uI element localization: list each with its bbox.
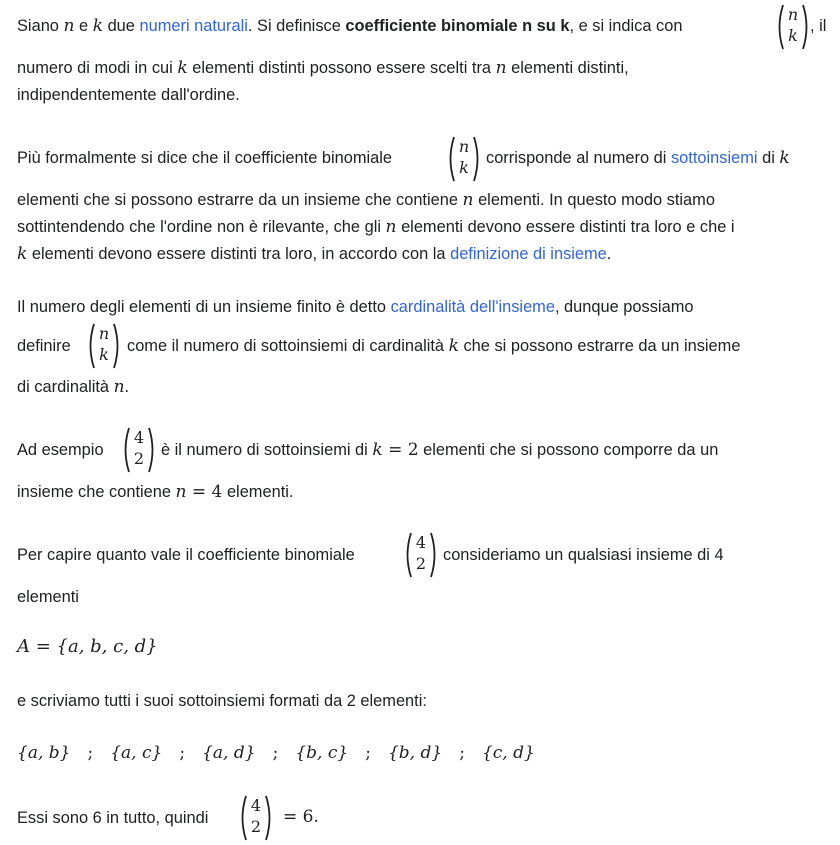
p1-line-3: indipendentemente dall'ordine. — [17, 86, 240, 104]
text: di — [762, 149, 775, 167]
text: elementi che si possono estrarre da un insieme che contiene — [17, 191, 458, 209]
text: Il numero degli elementi di un insieme finito è detto — [17, 298, 386, 316]
separator: ; — [365, 743, 371, 763]
text: di cardinalità — [17, 378, 110, 396]
math-eq: = 4 — [186, 482, 223, 502]
p4-line-1b — [161, 439, 718, 461]
binom-bottom: k — [788, 26, 798, 45]
text: elementi distinti, — [511, 59, 629, 77]
math-k: k — [779, 148, 790, 168]
binom-bottom: 2 — [415, 554, 427, 573]
binom-bottom: 2 — [250, 817, 262, 836]
text: . — [606, 245, 612, 263]
subset: {a, d} — [202, 743, 256, 763]
text: corrisponde al numero di — [486, 149, 667, 167]
p4-line-2 — [17, 481, 293, 503]
text: sottintendendo che l'ordine non è rilevante, che gli — [17, 218, 381, 236]
text: . Si definisce — [247, 17, 341, 35]
subset: {a, b} — [17, 743, 71, 763]
subset: {b, d} — [387, 743, 443, 763]
math-k: k — [17, 244, 28, 264]
link-numeri-naturali[interactable]: numeri naturali — [139, 17, 248, 35]
math-n: n — [63, 16, 75, 36]
p5-line-1b: consideriamo un qualsiasi insieme di 4 — [443, 546, 724, 564]
math-k: k — [448, 336, 459, 356]
math-eq: = 2 — [382, 440, 419, 460]
p2-line-4 — [17, 243, 611, 265]
p1-line-1 — [17, 15, 682, 37]
text: , e si indica con — [569, 17, 683, 35]
binom-bottom: 2 — [133, 449, 145, 468]
p1-line-2 — [17, 57, 629, 79]
text: elementi devono essere distinti tra loro, in accordo con la — [31, 245, 446, 263]
text: che si possono estrarre da un insieme — [463, 337, 741, 355]
p3-line-3 — [17, 376, 129, 398]
p3-line-2a: definire — [17, 337, 71, 355]
text: . — [124, 378, 130, 396]
text: e — [79, 17, 89, 35]
subsets-list — [17, 741, 535, 764]
p5-line-1a: Per capire quanto vale il coefficiente binomiale — [17, 546, 355, 564]
math-eq: = 6. — [283, 807, 319, 827]
math-k: k — [92, 16, 103, 36]
text: numero di modi in cui — [17, 59, 173, 77]
separator: ; — [179, 743, 186, 763]
text: , dunque possiamo — [554, 298, 694, 316]
text: due — [107, 17, 135, 35]
p2-line-2 — [17, 189, 715, 211]
p3-line-2b — [127, 335, 740, 357]
separator: ; — [87, 743, 94, 763]
binomial-4-2 — [121, 425, 157, 475]
text: Più formalmente si dice che il coefficiente binomiale — [17, 149, 393, 167]
text: insieme che contiene — [17, 483, 171, 501]
binom-top: 4 — [133, 428, 145, 447]
math-k: k — [372, 440, 383, 460]
math-k: k — [177, 58, 188, 78]
binomial-4-2 — [403, 530, 439, 580]
separator: ; — [459, 743, 465, 763]
binom-top: n — [458, 137, 470, 156]
binomial-n-k — [775, 2, 811, 52]
math-n: n — [385, 217, 397, 237]
text: è il numero di sottoinsiemi di — [161, 441, 368, 459]
text: Siano — [17, 17, 59, 35]
p2-line-1b — [486, 147, 790, 169]
binom-top: 4 — [250, 796, 262, 815]
separator: ; — [272, 743, 279, 763]
subset: {a, c} — [110, 743, 163, 763]
formula-set-A: A = {a, b, c, d} — [17, 636, 158, 657]
math-n: n — [495, 58, 507, 78]
p7-line-a: Essi sono 6 in tutto, quindi — [17, 809, 209, 827]
binomial-n-k — [446, 134, 482, 184]
link-cardinalita[interactable]: cardinalità dell'insieme — [390, 298, 555, 316]
p6-line: e scriviamo tutti i suoi sottoinsiemi formati da 2 elementi: — [17, 692, 427, 710]
bold-term: coefficiente binomiale n su k — [345, 17, 570, 35]
text: , il — [810, 17, 827, 35]
link-definizione-insieme[interactable]: definizione di insieme — [450, 245, 607, 263]
binom-top: n — [98, 324, 110, 343]
p5-line-2: elementi — [17, 588, 79, 606]
p4-line-1a: Ad esempio — [17, 441, 104, 459]
binomial-n-k — [86, 321, 122, 371]
text: elementi. In questo modo stiamo — [478, 191, 715, 209]
binom-bottom: k — [99, 345, 109, 364]
text: elementi che si possono comporre da un — [423, 441, 719, 459]
math-n: n — [462, 190, 474, 210]
link-sottoinsiemi[interactable]: sottoinsiemi — [670, 149, 758, 167]
text: come il numero di sottoinsiemi di cardinalità — [127, 337, 445, 355]
binom-bottom: k — [459, 158, 469, 177]
math-n: n — [113, 377, 125, 397]
binom-top: n — [787, 5, 799, 24]
text: elementi distinti possono essere scelti tra — [192, 59, 492, 77]
text: elementi devono essere distinti tra loro e che i — [401, 218, 735, 236]
math-n: n — [175, 482, 187, 502]
p3-line-1 — [17, 296, 693, 318]
p2-line-1 — [17, 147, 392, 169]
text: elementi. — [226, 483, 294, 501]
binomial-4-2 — [238, 793, 274, 843]
subset: {b, c} — [295, 743, 349, 763]
subset: {c, d} — [481, 743, 535, 763]
binom-top: 4 — [415, 533, 427, 552]
p2-line-3 — [17, 216, 735, 238]
